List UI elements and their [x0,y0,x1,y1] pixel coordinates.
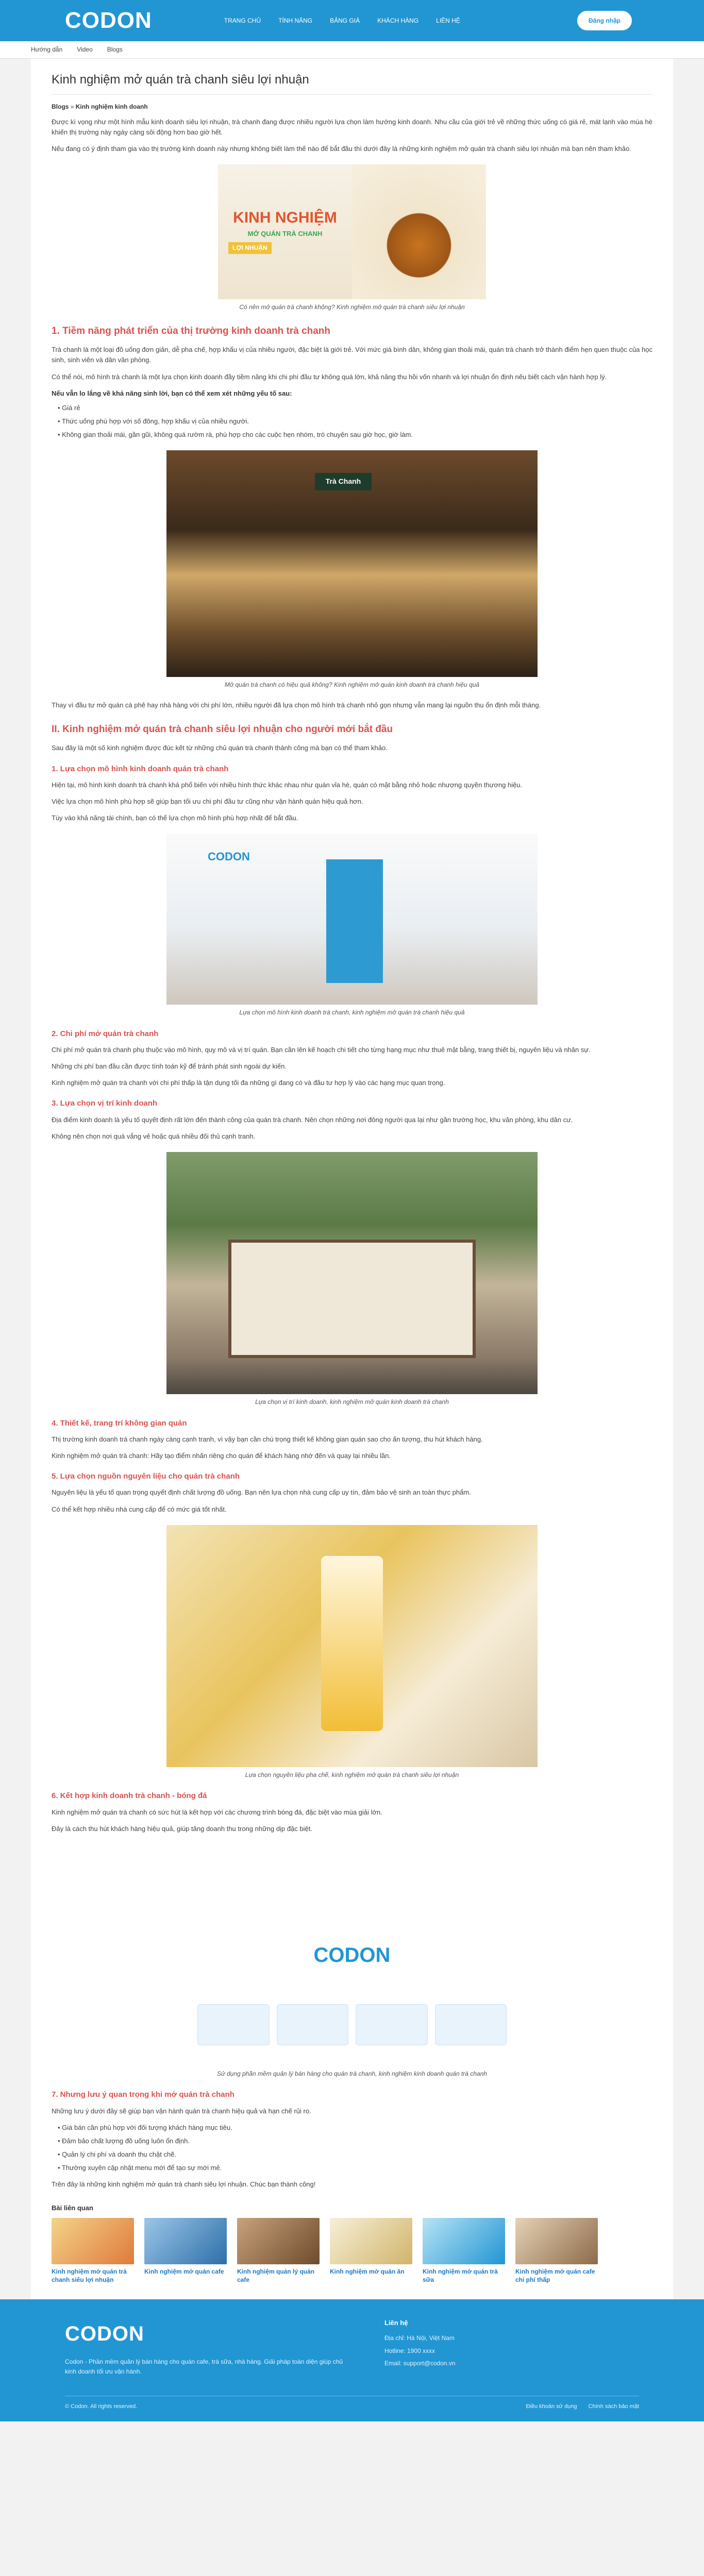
image-1-tag: LỢI NHUẬN [228,242,272,254]
footer-description: Codon - Phần mềm quản lý bán hàng cho quán cafe, trà sữa, nhà hàng. Giải pháp toàn diện giúp chủ kinh doanh tối ưu vận hành. [65,2358,343,2375]
nav-item-home[interactable]: TRANG CHỦ [224,16,261,24]
image-3-logo: CODON [208,850,250,863]
image-6-screens [197,2004,507,2045]
subsection-4-paragraph-1: Thị trường kinh doanh trà chanh ngày càng cạnh tranh, vì vậy bạn cần chú trọng thiết kế không gian quán sao cho ấn tượng, thu hút khách hàng. [52,1435,483,1443]
image-6-logo: CODON [313,1943,391,1967]
section-1-note: Nếu vẫn lo lắng về khả năng sinh lời, bạn có thể xem xét những yếu tố sau: [52,389,292,397]
figure-caption: Lựa chọn vị trí kinh doanh, kinh nghiệm mở quán kinh doanh trà chanh [255,1398,449,1405]
footer-link-privacy[interactable]: Chính sách bảo mật [588,2403,639,2410]
figure-4 [52,1152,652,1407]
image-3-counter [326,859,383,983]
image-5-drink [321,1556,383,1731]
list-item: • Không gian thoải mái, gần gũi, không quá rườm rà, phù hợp cho các cuộc hẹn nhóm, trò chuyện sau giờ học, giờ làm. [58,431,413,439]
related-item[interactable] [423,2218,505,2284]
list-item: • Thức uống phù hợp với số đông, hợp khẩu vị của nhiều người. [58,417,249,425]
related-link[interactable]: Kinh nghiệm quản lý quán cafe [237,2267,314,2283]
intro-paragraph-1: Được kì vọng như một hình mẫu kinh doanh siêu lợi nhuận, trà chanh đang được nhiều người lựa chọn làm hướng kinh doanh. Nhu cầu của giới trẻ về những thức uống có giá rẻ, mát lạnh vào mùa hè khiến thị trường này ngày càng sôi động hơn bao giờ hết. [52,117,652,136]
list-item: • Giá bán cần phù hợp với đối tượng khách hàng mục tiêu. [58,2123,232,2131]
article-image-3 [166,834,538,1005]
shop-sign: Trà Chanh [315,473,372,490]
related-link[interactable]: Kinh nghiệm mở quán cafe chi phí thấp [515,2267,595,2283]
subsection-3-paragraph-1: Địa điểm kinh doanh là yếu tố quyết định rất lớn đến thành công của quán trà chanh. Nên chọn những nơi đông người qua lại như gần trường học, khu văn phòng, khu dân cư. [52,1115,573,1124]
subnav-video[interactable]: Video [77,46,93,54]
logo[interactable]: CODON [65,7,152,33]
subnav-guide[interactable]: Hướng dẫn [31,46,63,54]
subsection-heading-5: 5. Lựa chọn nguồn nguyên liệu cho quán trà chanh [52,1472,240,1481]
related-item[interactable] [237,2218,320,2284]
footer-brand [65,2318,354,2382]
footer-contact [384,2318,456,2382]
nav-item-contact[interactable]: LIÊN HỆ [436,16,460,24]
related-grid [52,2218,652,2284]
copyright: © Codon. All rights reserved. [65,2403,138,2410]
related-item[interactable] [52,2218,134,2284]
subsection-3-paragraph-2: Không nên chọn nơi quá vắng vẻ hoặc quá nhiều đối thủ cạnh tranh. [52,1132,256,1140]
subsection-1-paragraph-3: Tùy vào khả năng tài chính, bạn có thể lựa chọn mô hình phù hợp nhất để bắt đầu. [52,814,298,822]
list-item: • Thường xuyên cập nhật menu mới để tạo sự mới mẻ. [58,2164,222,2172]
article [31,59,673,2299]
page-title: Kinh nghiệm mở quán trà chanh siêu lợi nhuận [52,70,652,95]
section-1-paragraph-3: Thay vì đầu tư mở quán cà phê hay nhà hàng với chi phí lớn, nhiều người đã lựa chọn mô hình trà chanh nhỏ gọn nhưng vẫn mang lại nguồn thu ổn định mỗi tháng. [52,701,541,709]
subnav-blogs[interactable]: Blogs [107,46,123,54]
figure-2 [52,450,652,690]
footer-email[interactable]: Email: support@codon.vn [384,2360,456,2367]
nav-item-features[interactable]: TÍNH NĂNG [278,16,313,24]
subsection-6-paragraph-2: Đây là cách thu hút khách hàng hiệu quả, giúp tăng doanh thu trong những dịp đặc biệt. [52,1824,312,1833]
image-1-subheading: MỞ QUÁN TRÀ CHANH [247,229,323,238]
list-item: • Giá rẻ [58,403,80,412]
subsection-2-paragraph-2: Những chi phí ban đầu cần được tính toán kỹ để tránh phát sinh ngoài dự kiến. [52,1062,287,1071]
image-1-drink [352,164,486,299]
sub-nav [0,41,704,59]
breadcrumb-blogs[interactable]: Blogs [52,103,69,111]
article-image-2 [166,450,538,677]
subsection-heading-7: 7. Nhưng lưu ý quan trọng khi mở quán trà chanh [52,2090,234,2099]
subsection-5-paragraph-1: Nguyên liệu là yếu tố quan trọng quyết định chất lượng đồ uống. Bạn nên lựa chọn nhà cung cấp uy tín, đảm bảo vệ sinh an toàn thực phẩm. [52,1488,471,1497]
article-image-5 [166,1525,538,1767]
related-item[interactable] [515,2218,598,2284]
image-4-storefront [228,1240,476,1358]
site-footer [0,2299,704,2421]
article-image-6 [166,1844,538,2066]
subsection-7-paragraph-1: Những lưu ý dưới đây sẽ giúp bạn vận hành quán trà chanh hiệu quả và hạn chế rủi ro. [52,2107,311,2115]
footer-contact-title: Liên hệ [384,2318,408,2327]
subsection-5-paragraph-2: Có thể kết hợp nhiều nhà cung cấp để có mức giá tốt nhất. [52,1505,227,1513]
footer-link-terms[interactable]: Điều khoản sử dụng [526,2403,577,2410]
section-1-paragraph-2: Có thể nói, mô hình trà chanh là một lựa chọn kinh doanh đầy tiềm năng khi chi phí đầu tư không quá lớn, khả năng thu hồi vốn nhanh và lợi nhuận ổn định nếu biết cách vận hành hợp lý. [52,372,607,381]
figure-3 [52,834,652,1018]
list-item: • Quản lý chi phí và doanh thu chặt chẽ. [58,2150,177,2159]
related-item[interactable] [330,2218,412,2284]
breadcrumb-current[interactable]: Kinh nghiệm kinh doanh [75,103,148,111]
subsection-1-paragraph-1: Hiện tại, mô hình kinh doanh trà chanh khá phổ biến với nhiều hình thức khác nhau như quán vỉa hè, quán có mặt bằng nhỏ hoặc nhượng quyền thương hiệu. [52,781,523,789]
related-link[interactable]: Kinh nghiệm mở quán trà sữa [423,2267,498,2283]
subsection-heading-4: 4. Thiết kế, trang trí không gian quán [52,1418,187,1428]
figure-caption: Lựa chọn nguyên liệu pha chế, kinh nghiệm mở quán trà chanh siêu lợi nhuận [245,1771,459,1778]
conclusion-paragraph: Trên đây là những kinh nghiệm mở quán trà chanh siêu lợi nhuận. Chúc bạn thành công! [52,2180,316,2189]
related-title: Bài liên quan [52,2204,93,2212]
topbar [0,0,704,41]
subsection-heading-2: 2. Chi phí mở quán trà chanh [52,1029,159,1038]
figure-caption: Lựa chọn mô hình kinh doanh trà chanh, kinh nghiệm mở quán trà chanh hiệu quả [239,1009,465,1016]
subsection-heading-3: 3. Lựa chọn vị trí kinh doanh [52,1099,158,1108]
subsection-7-list [58,2123,652,2174]
breadcrumb-separator: » [70,103,76,111]
related-link[interactable]: Kinh nghiệm mở quán ăn [330,2267,405,2275]
image-1-text [218,164,352,299]
figure-caption: Mở quán trà chanh có hiệu quả không? Kinh nghiệm mở quán kinh doanh trà chanh hiệu quả [224,681,480,689]
subsection-1-paragraph-2: Việc lựa chọn mô hình phù hợp sẽ giúp bạn tối ưu chi phí đầu tư cũng như vận hành quán hiệu quả hơn. [52,797,363,805]
section-heading-1: 1. Tiềm năng phát triển của thị trường kinh doanh trà chanh [52,325,331,336]
list-item: • Đảm bảo chất lượng đồ uống luôn ổn định. [58,2137,190,2145]
figure-5 [52,1525,652,1780]
article-image-1 [218,164,486,299]
footer-links [526,2402,639,2411]
breadcrumb [52,102,652,112]
login-button[interactable]: Đăng nhập [577,11,632,31]
section-1-paragraph-1: Trà chanh là một loại đồ uống đơn giản, dễ pha chế, hợp khẩu vị của nhiều người, đặc biệt là giới trẻ. Với mức giá bình dân, không gian thoải mái, quán trà chanh trở thành điểm hẹn quen thuộc của học sinh, sinh viên và dân văn phòng. [52,346,652,364]
related-thumbnail[interactable] [330,2218,412,2264]
footer-bottom [65,2396,639,2411]
related-thumbnail[interactable] [237,2218,320,2264]
related-link[interactable]: Kinh nghiệm mở quán trà chanh siêu lợi nhuận [52,2267,127,2283]
figure-caption: Có nên mở quán trà chanh không? Kinh nghiệm mở quán trà chanh siêu lợi nhuận [239,303,465,311]
footer-address: Địa chỉ: Hà Nội, Việt Nam [384,2334,455,2342]
subsection-2-paragraph-3: Kinh nghiệm mở quán trà chanh với chi phí thấp là tận dụng tối đa những gì đang có và đầu tư hợp lý vào các hạng mục quan trọng. [52,1079,445,1087]
intro-paragraph-2: Nếu đang có ý định tham gia vào thị trường kinh doanh này nhưng không biết làm thế nào để bắt đầu thì dưới đây là những kinh nghiệm mở quán trà chanh siêu lợi nhuận mà bạn nên tham khảo. [52,145,631,153]
subsection-6-paragraph-1: Kinh nghiệm mở quán trà chanh có sức hút là kết hợp với các chương trình bóng đá, đặc biệt vào mùa giải lớn. [52,1808,382,1816]
nav-item-pricing[interactable]: BẢNG GIÁ [330,16,360,24]
footer-logo[interactable]: CODON [65,2322,144,2345]
related-link[interactable]: Kinh nghiệm mở quán cafe [144,2267,224,2275]
section-2-paragraph: Sau đây là một số kinh nghiệm được đúc kết từ những chủ quán trà chanh thành công mà bạn có thể tham khảo. [52,744,388,752]
subsection-4-paragraph-2: Kinh nghiệm mở quán trà chanh: Hãy tạo điểm nhấn riêng cho quán để khách hàng nhớ đến và quay lại nhiều lần. [52,1451,391,1460]
related-thumbnail[interactable] [52,2218,134,2264]
nav-item-customers[interactable]: KHÁCH HÀNG [377,16,419,24]
subsection-heading-6: 6. Kết hợp kinh doanh trà chanh - bóng đá [52,1791,207,1801]
footer-grid [65,2318,639,2382]
section-heading-2: II. Kinh nghiệm mở quán trà chanh siêu lợi nhuận cho người mới bắt đầu [52,723,393,735]
figure-1 [52,164,652,312]
related-item[interactable] [144,2218,227,2284]
section-1-list [58,403,652,440]
subsection-2-paragraph-1: Chi phí mở quán trà chanh phụ thuộc vào mô hình, quy mô và vị trí quán. Bạn cần lên kế hoạch chi tiết cho từng hạng mục như thuê mặt bằng, trang thiết bị, nguyên liệu và nhân sự. [52,1046,591,1054]
article-image-4 [166,1152,538,1394]
site-header [0,0,704,59]
related-thumbnail[interactable] [423,2218,505,2264]
image-1-heading: KINH NGHIỆM [233,209,337,226]
figure-6 [52,1844,652,2079]
related-thumbnail[interactable] [144,2218,227,2264]
subsection-heading-1: 1. Lựa chọn mô hình kinh doanh quán trà chanh [52,764,229,773]
related-posts [52,2203,652,2284]
main-nav [224,16,460,26]
figure-caption: Sử dụng phần mềm quản lý bán hàng cho quán trà chanh, kinh nghiệm kinh doanh quán trà chanh [217,2070,487,2077]
footer-phone[interactable]: Hotline: 1900 xxxx [384,2347,435,2354]
related-thumbnail[interactable] [515,2218,598,2264]
